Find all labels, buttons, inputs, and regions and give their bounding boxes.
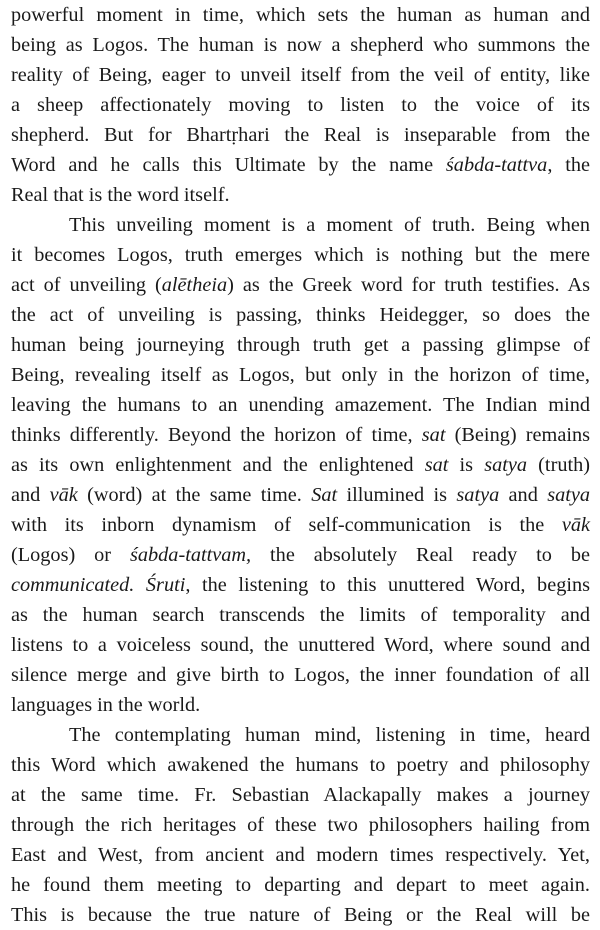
text-line: and vāk (word) at the same time. Sat illumined is satya and satya [11, 484, 590, 506]
text-line: silence merge and give birth to Logos, the inner foundation of all [11, 664, 590, 686]
text-line: powerful moment in time, which sets the human as human and [11, 4, 590, 26]
text-line: as the human search transcends the limits of temporality and [11, 604, 590, 626]
text-line: reality of Being, eager to unveil itself from the veil of entity, like [11, 64, 590, 86]
text-line: leaving the humans to an unending amazement. The Indian mind [11, 394, 590, 416]
text-line: act of unveiling (alētheia) as the Greek word for truth testifies. As [11, 274, 590, 296]
text-line: he found them meeting to departing and depart to meet again. [11, 874, 590, 896]
text-line: Word and he calls this Ultimate by the name śabda-tattva, the [11, 154, 590, 176]
text-line: East and West, from ancient and modern times respectively. Yet, [11, 844, 590, 866]
document-page [11, 0, 591, 926]
text-line: thinks differently. Beyond the horizon of time, sat (Being) remains [11, 424, 591, 446]
text-line: this Word which awakened the humans to poetry and philosophy [11, 754, 590, 776]
text-line: communicated. Śruti, the listening to this unuttered Word, begins [11, 574, 591, 596]
text-line: it becomes Logos, truth emerges which is nothing but the mere [11, 244, 590, 266]
text-line: Being, revealing itself as Logos, but only in the horizon of time, [11, 364, 590, 386]
text-line: the act of unveiling is passing, thinks Heidegger, so does the [11, 304, 590, 326]
text-line: human being journeying through truth get a passing glimpse of [11, 334, 590, 356]
text-line: shepherd. But for Bhartṛhari the Real is inseparable from the [11, 124, 590, 146]
text-line: listens to a voiceless sound, the unuttered Word, where sound and [11, 634, 590, 656]
text-line: This unveiling moment is a moment of truth. Being when [69, 214, 590, 236]
text-line: This is because the true nature of Being or the Real will be [11, 904, 590, 926]
text-line: as its own enlightenment and the enlightened sat is satya (truth) [11, 454, 590, 476]
text-line: (Logos) or śabda-tattvam, the absolutely Real ready to be [11, 544, 590, 566]
text-line: being as Logos. The human is now a shepherd who summons the [11, 34, 590, 56]
text-line: at the same time. Fr. Sebastian Alackapally makes a journey [11, 784, 590, 806]
text-line: languages in the world. [11, 694, 201, 716]
text-line: The contemplating human mind, listening in time, heard [69, 724, 590, 746]
text-line: a sheep affectionately moving to listen to the voice of its [11, 94, 590, 116]
text-line: through the rich heritages of these two philosophers hailing from [11, 814, 590, 836]
text-line: Real that is the word itself. [11, 184, 230, 206]
text-line: with its inborn dynamism of self-communication is the vāk [11, 514, 590, 536]
